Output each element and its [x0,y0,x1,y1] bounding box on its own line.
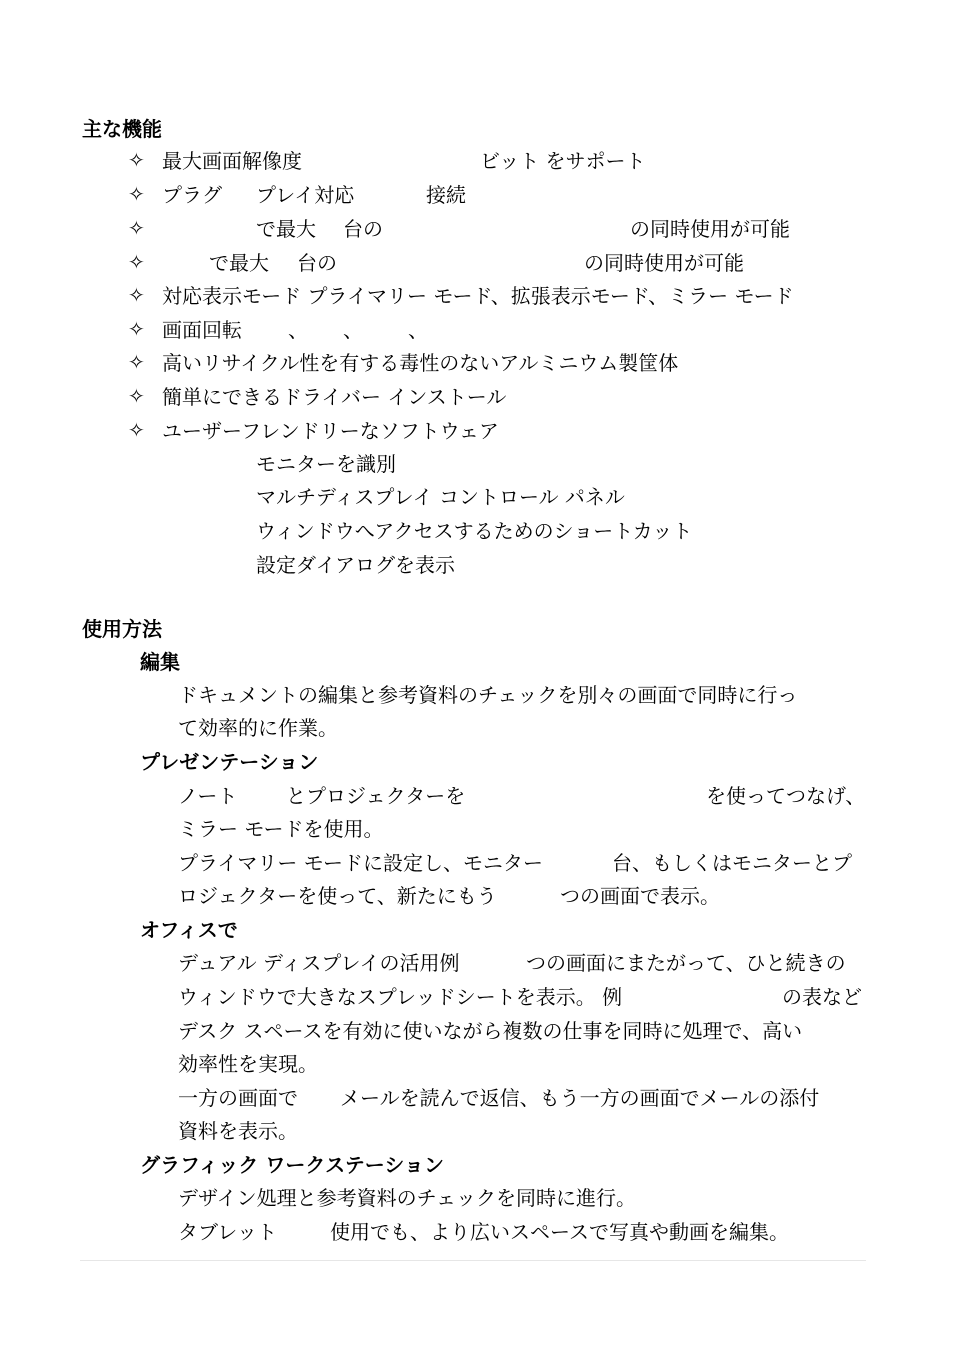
usage-text: 使用でも、より広いスペースで写真や動画を編集。 [330,1220,789,1244]
usage-text: を使ってつなげ、 [706,784,866,808]
bullet-icon: ✧ [128,350,145,374]
feature-item: 最大画面解像度 [162,149,302,173]
feature-item: ビット をサポート [480,149,646,173]
usage-text: とプロジェクターを [286,784,466,808]
feature-item: で最大 [209,251,269,275]
usage-text: デザイン処理と参考資料のチェックを同時に進行。 [178,1186,636,1210]
feature-item: 台の [297,251,337,275]
software-sub-item: 設定ダイアログを表示 [256,553,455,577]
feature-item: 台の [343,217,383,241]
feature-item: プレイ対応 [256,183,355,207]
bullet-icon: ✧ [128,182,145,206]
usage-text: ノート [178,784,238,808]
usage-text: ドキュメントの編集と参考資料のチェックを別々の画面で同時に行っ [178,683,798,707]
feature-item: 、 [343,318,363,342]
bullet-icon: ✧ [128,216,145,240]
features-heading: 主な機能 [82,117,162,141]
usage-text: タブレット [178,1220,277,1244]
feature-item: 高いリサイクル性を有する毒性のないアルミニウム製筐体 [162,351,679,375]
footer-divider [80,1260,866,1261]
feature-item: の同時使用が可能 [630,217,790,241]
usage-text: の表など [782,985,862,1009]
feature-item: 、 [288,318,308,342]
feature-item: プラグ [162,183,222,207]
usage-section-title: プレゼンテーション [140,750,319,774]
usage-text: て効率的に作業。 [178,716,338,740]
feature-item: 接続 [426,183,466,207]
usage-text: ロジェクターを使って、新たにもう [178,884,497,908]
bullet-icon: ✧ [128,317,145,341]
bullet-icon: ✧ [128,418,145,442]
usage-text: 資料を表示。 [178,1119,298,1143]
bullet-icon: ✧ [128,283,145,307]
usage-text: デスク スペースを有効に使いながら複数の仕事を同時に処理で、高い [178,1019,803,1043]
usage-text: デュアル ディスプレイの活用例 [178,951,460,975]
usage-section-title: オフィスで [140,918,238,942]
usage-text: 台、もしくはモニターとプ [612,851,852,875]
usage-heading: 使用方法 [82,617,162,641]
software-sub-item: モニターを識別 [256,452,396,476]
usage-text: 一方の画面で [178,1086,298,1110]
feature-item: 、 [408,318,428,342]
usage-text: つの画面で表示。 [560,884,720,908]
bullet-icon: ✧ [128,148,145,172]
feature-item: 画面回転 [162,318,242,342]
usage-text: ミラー モードを使用。 [178,817,384,841]
usage-text: プライマリー モードに設定し、モニター [178,851,543,875]
feature-item: の同時使用が可能 [584,251,744,275]
feature-item: 対応表示モード プライマリー モード、拡張表示モード、ミラー モード [162,284,794,308]
software-sub-item: ウィンドウへアクセスするためのショートカット [256,519,693,543]
feature-item: ユーザーフレンドリーなソフトウェア [162,419,499,443]
usage-section-title: グラフィック ワークステーション [140,1153,444,1177]
usage-text: メールを読んで返信、もう一方の画面でメールの添付 [340,1086,820,1110]
software-sub-item: マルチディスプレイ コントロール パネル [256,485,625,509]
usage-text: ウィンドウで大きなスプレッドシートを表示。 例 [178,985,623,1009]
usage-text: つの画面にまたがって、ひと続きの [526,951,846,975]
usage-text: 効率性を実現。 [178,1052,318,1076]
feature-item: 簡単にできるドライバー インストール [162,385,507,409]
feature-item: で最大 [256,217,316,241]
bullet-icon: ✧ [128,250,145,274]
bullet-icon: ✧ [128,384,145,408]
usage-section-title: 編集 [140,650,180,674]
